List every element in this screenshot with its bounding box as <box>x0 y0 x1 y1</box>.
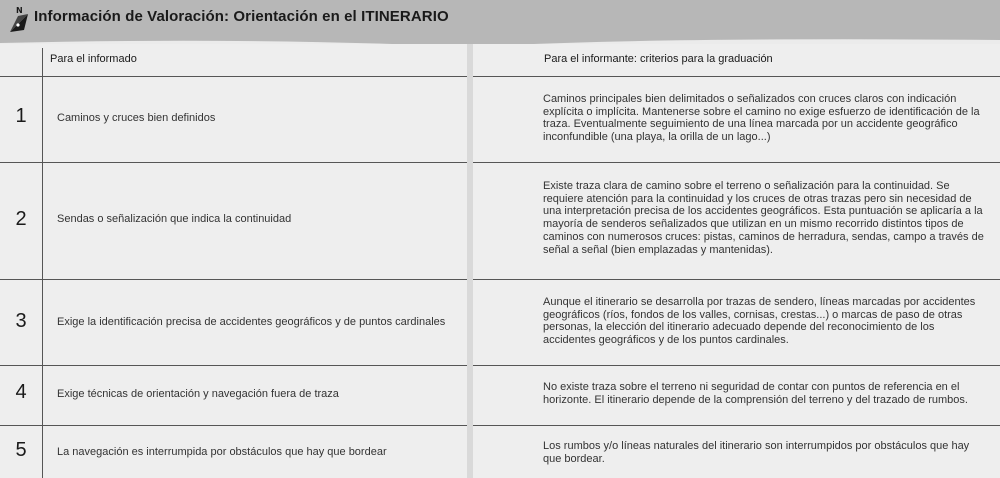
right-column-header: Para el informante: criterios para la graduación <box>544 53 773 65</box>
row-criteria: Aunque el itinerario se desarrolla por trazas de sendero, líneas marcadas por accidentes geográficos (ríos, fondos de los valles, cornisas, crestas...) o marcas de paso de otras personas, la elección del itinerario adecuado depende del reconocimiento de los accidentes geográficos y de los puntos cardinales. <box>543 296 976 347</box>
row-divider <box>473 365 1000 366</box>
row-divider <box>473 76 1000 77</box>
row-divider <box>0 162 467 163</box>
svg-text:N: N <box>16 6 23 15</box>
page-title-strong: ITINERARIO <box>361 8 449 25</box>
row-level: 1 <box>15 105 27 127</box>
row-summary: La navegación es interrumpida por obstáculos que hay que bordear <box>57 446 387 458</box>
row-divider <box>0 365 467 366</box>
row-summary: Exige técnicas de orientación y navegación fuera de traza <box>57 388 339 400</box>
row-level: 5 <box>15 439 27 461</box>
row-level: 4 <box>15 381 27 403</box>
row-divider <box>473 279 1000 280</box>
compass-arrow-icon <box>4 4 30 34</box>
row-divider <box>473 162 1000 163</box>
row-summary: Exige la identificación precisa de accidentes geográficos y de puntos cardinales <box>57 316 446 328</box>
row-criteria: Los rumbos y/o líneas naturales del itinerario son interrumpidos por obstáculos que hay que bordear. <box>543 440 970 465</box>
row-level: 2 <box>15 208 27 230</box>
row-criteria: Caminos principales bien delimitados o señalizados con cruces claros con indicación explícita o implícita. Mantenerse sobre el camino no exige esfuerzo de identificación de la traza. Eventualmente seguimiento de una línea marcada por un accidente geográfico inconfundible (una playa, la orilla de un lago...) <box>543 93 980 144</box>
row-divider <box>0 279 467 280</box>
row-summary: Sendas o señalización que indica la continuidad <box>57 213 292 225</box>
left-column <box>0 44 467 478</box>
page-title: Información de Valoración: Orientación en el ITINERARIO <box>34 8 449 25</box>
left-column-header: Para el informado <box>50 53 137 65</box>
row-divider <box>0 76 467 77</box>
row-divider <box>0 425 467 426</box>
row-level: 3 <box>15 310 27 332</box>
row-divider <box>473 425 1000 426</box>
row-summary: Caminos y cruces bien definidos <box>57 112 216 124</box>
number-column-divider <box>42 48 43 478</box>
row-criteria: Existe traza clara de camino sobre el terreno o señalización para la continuidad. Se requiere atención para la continuidad y los cruces de otras trazas pero sin necesidad de una interpretación precisa de los accidentes geográficos. Esta puntuación se aplicaría a la mayoría de senderos señalizados que utilizan en un mismo recorrido distintos tipos de caminos con numerosos cruces: pistas, caminos de herradura, sendas, campo a través de señal a señal (bien emplazadas y mantenidas). <box>543 180 984 256</box>
row-criteria: No existe traza sobre el terreno ni seguridad de contar con puntos de referencia en el horizonte. El itinerario depende de la comprensión del terreno y del trazado de rumbos. <box>543 381 968 406</box>
page-header <box>0 0 1000 48</box>
